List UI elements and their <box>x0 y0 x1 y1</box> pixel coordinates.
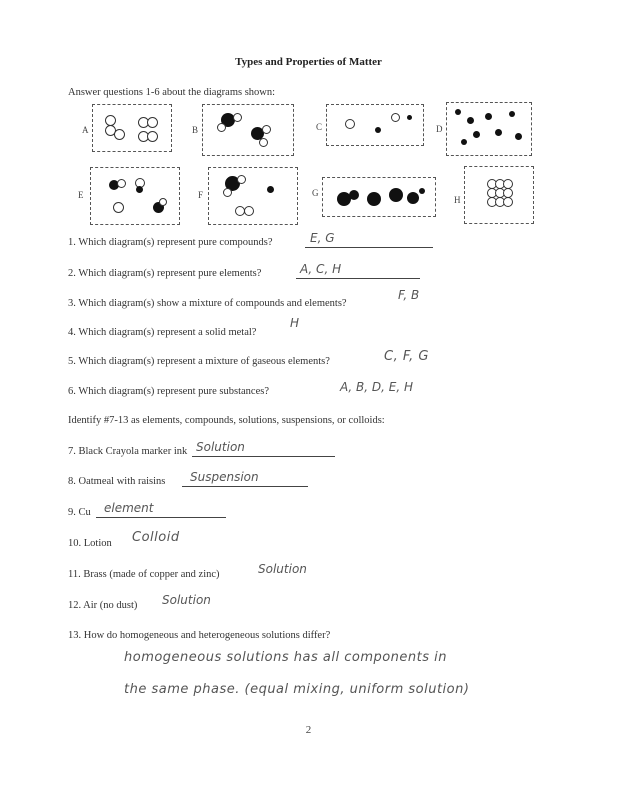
diagram-b <box>202 104 294 156</box>
answer-13-line-1[interactable]: homogeneous solutions has all components in <box>124 650 448 665</box>
diagram-e <box>90 167 180 225</box>
answer-4[interactable]: H <box>290 316 300 330</box>
item-7: 7. Black Crayola marker ink <box>68 446 188 457</box>
answer-11[interactable]: Solution <box>258 562 307 576</box>
question-4: 4. Which diagram(s) represent a solid metal? <box>68 327 257 338</box>
item-11: 11. Brass (made of copper and zinc) <box>68 569 220 580</box>
answer-line-2 <box>296 278 420 279</box>
diagram-c <box>326 104 424 146</box>
diagram-g <box>322 177 436 217</box>
answer-10[interactable]: Colloid <box>132 530 180 545</box>
diagram-label-c: C <box>316 122 323 132</box>
page-title: Types and Properties of Matter <box>235 56 382 68</box>
diagram-a <box>92 104 172 152</box>
diagram-label-h: H <box>454 195 461 205</box>
diagram-label-b: B <box>192 125 199 135</box>
question-2: 2. Which diagram(s) represent pure elements? <box>68 268 262 279</box>
diagram-h <box>464 166 534 224</box>
answer-13-line-2[interactable]: the same phase. (equal mixing, uniform solution) <box>124 682 470 697</box>
diagram-label-a: A <box>82 125 89 135</box>
page-number: 2 <box>305 724 312 736</box>
answer-3[interactable]: F, B <box>398 288 420 302</box>
answer-line-9 <box>96 517 226 518</box>
question-6: 6. Which diagram(s) represent pure substances? <box>68 386 269 397</box>
answer-6[interactable]: A, B, D, E, H <box>340 380 414 394</box>
question-5: 5. Which diagram(s) represent a mixture of gaseous elements? <box>68 356 330 367</box>
identify-instructions: Identify #7-13 as elements, compounds, solutions, suspensions, or colloids: <box>68 415 385 426</box>
diagram-label-g: G <box>312 188 319 198</box>
item-9: 9. Cu <box>68 507 91 518</box>
diagram-d <box>446 102 532 156</box>
answer-line-8 <box>182 486 308 487</box>
answer-line-7 <box>192 456 335 457</box>
item-12: 12. Air (no dust) <box>68 600 138 611</box>
answer-7[interactable]: Solution <box>196 440 245 454</box>
answer-9[interactable]: element <box>104 501 154 515</box>
diagram-f <box>208 167 298 225</box>
answer-2[interactable]: A, C, H <box>300 262 342 276</box>
answer-line-1 <box>305 247 433 248</box>
question-3: 3. Which diagram(s) show a mixture of compounds and elements? <box>68 298 347 309</box>
answer-5[interactable]: C, F, G <box>384 349 429 364</box>
answer-1[interactable]: E, G <box>310 231 335 245</box>
question-13: 13. How do homogeneous and heterogeneous solutions differ? <box>68 630 331 641</box>
answer-8[interactable]: Suspension <box>190 470 259 484</box>
diagram-label-d: D <box>436 124 443 134</box>
question-1: 1. Which diagram(s) represent pure compounds? <box>68 237 273 248</box>
item-10: 10. Lotion <box>68 538 112 549</box>
diagram-label-e: E <box>78 190 84 200</box>
answer-12[interactable]: Solution <box>162 593 211 607</box>
item-8: 8. Oatmeal with raisins <box>68 476 166 487</box>
instructions: Answer questions 1-6 about the diagrams shown: <box>68 87 276 98</box>
diagram-label-f: F <box>198 190 204 200</box>
